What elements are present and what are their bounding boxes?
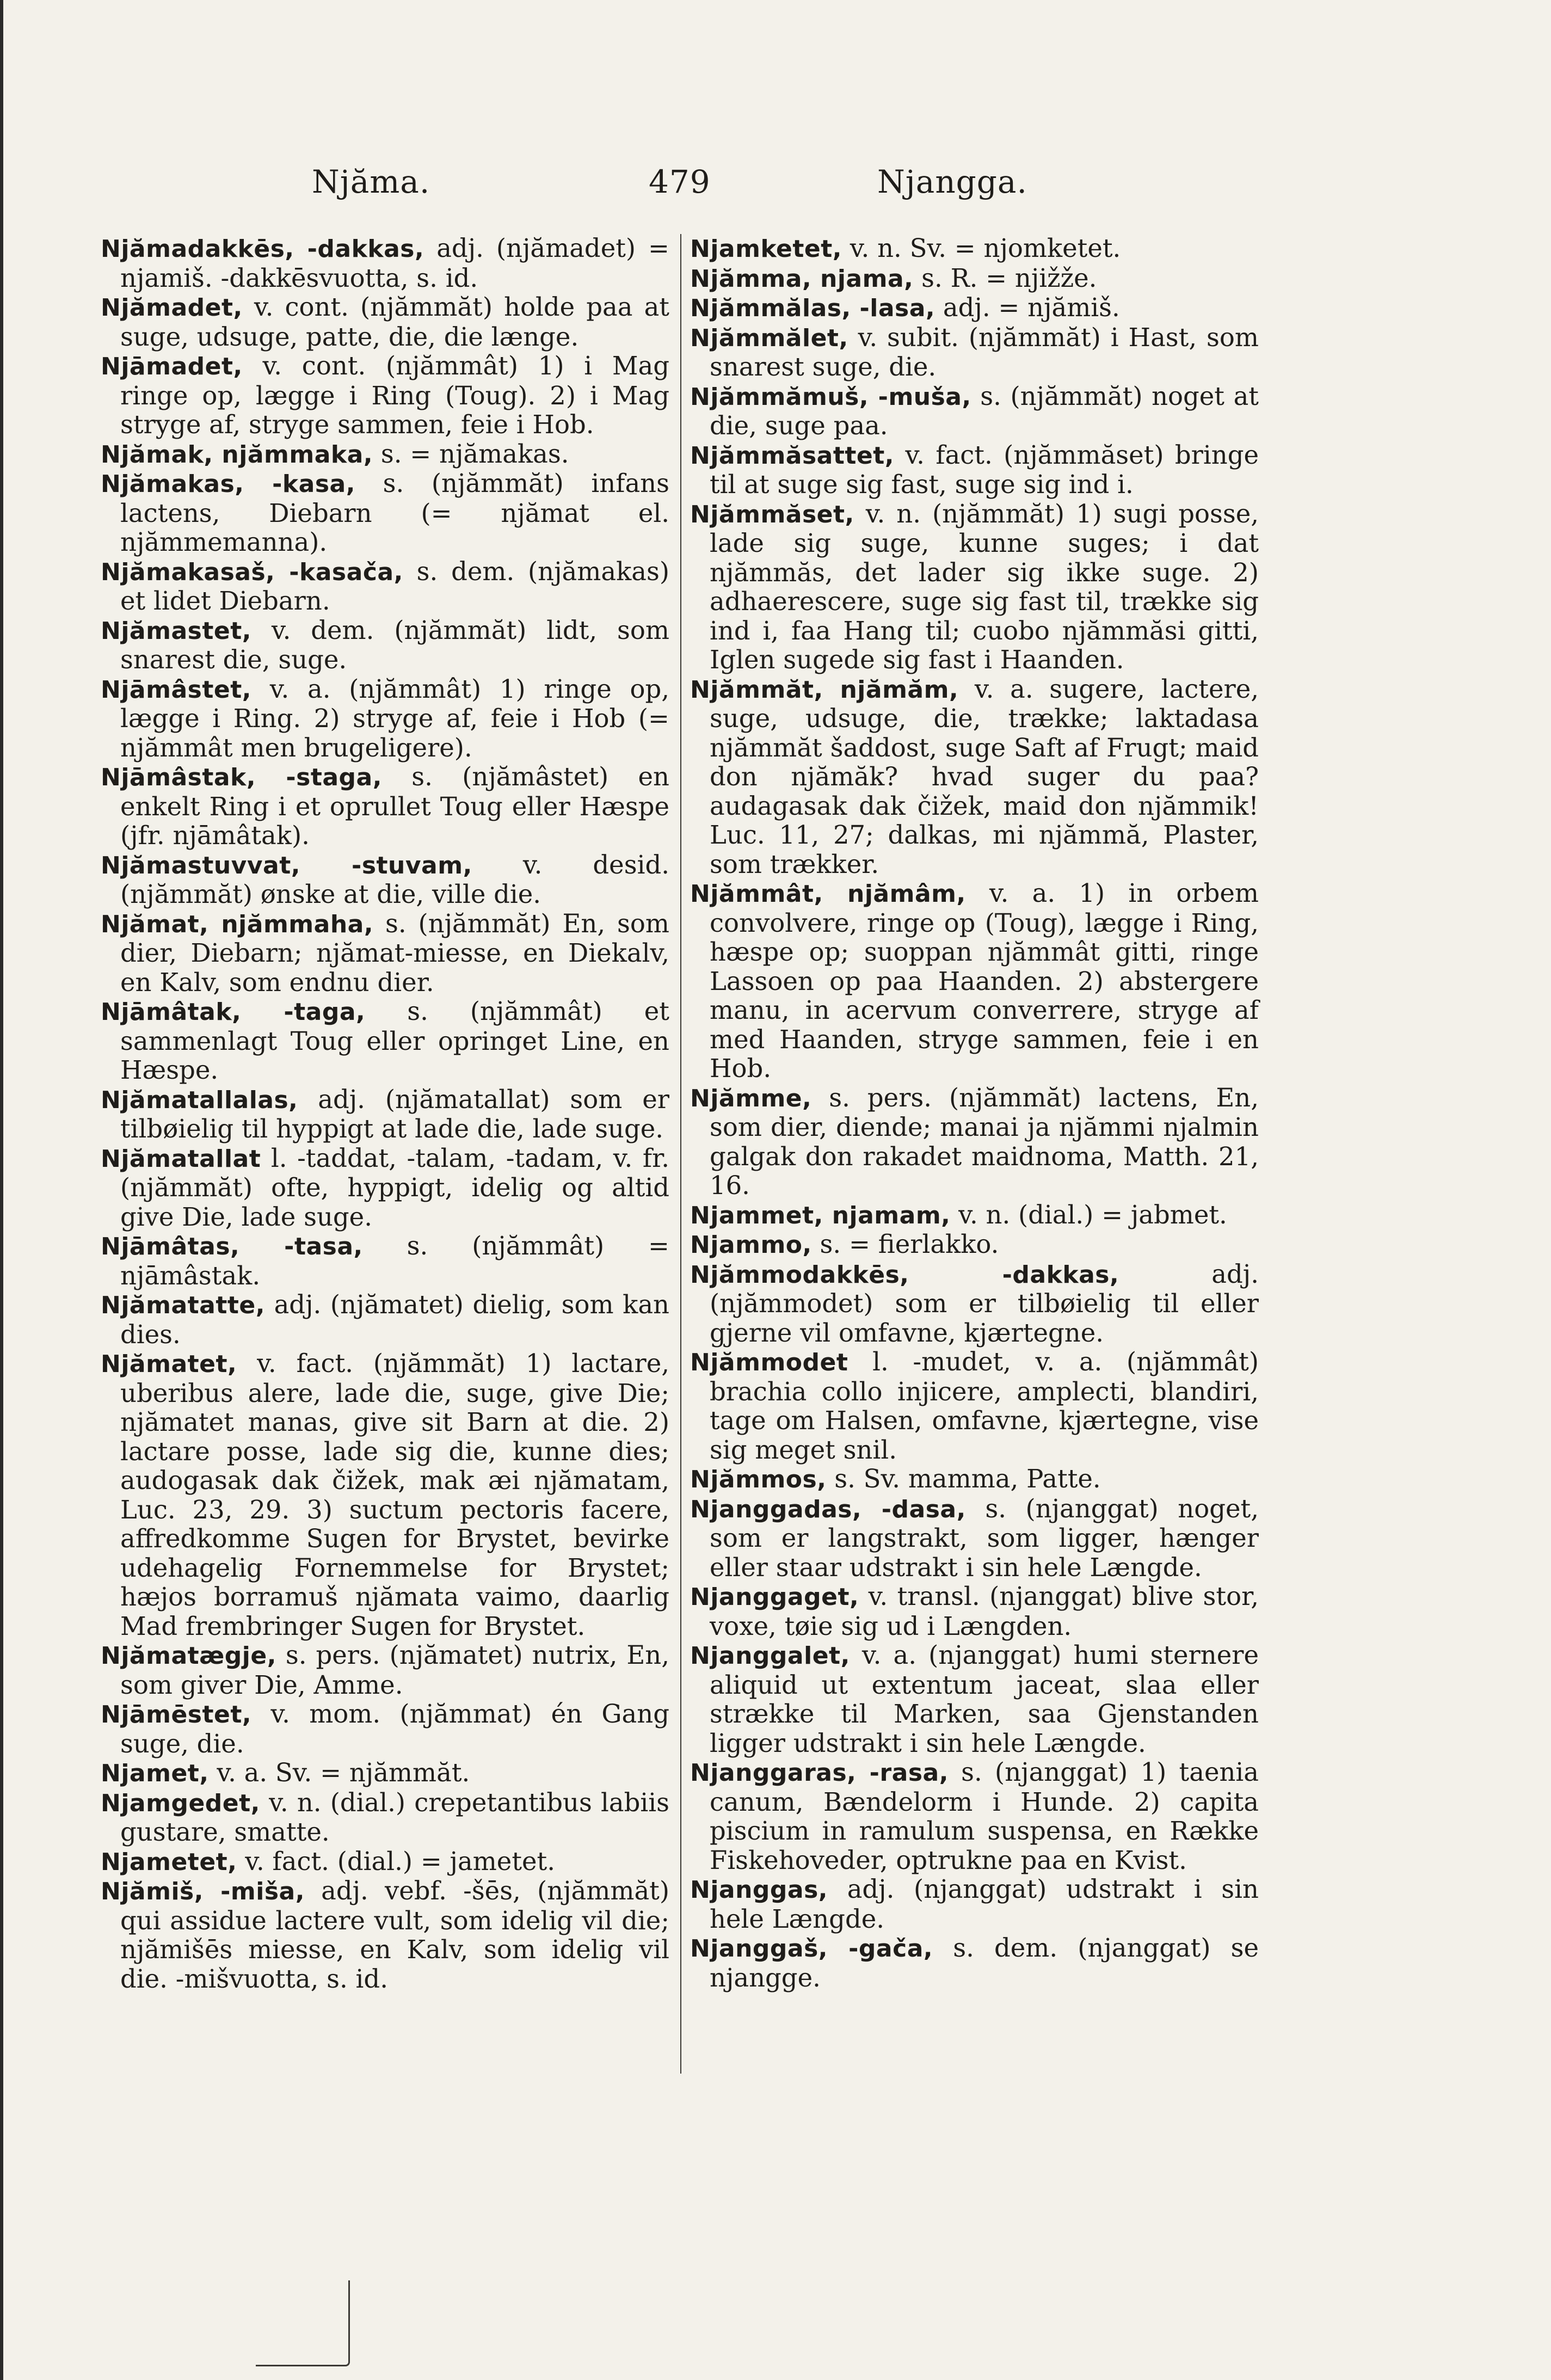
entry-headword: Njāmâstak, -staga, [101,764,382,791]
dictionary-entry [690,1641,1259,1758]
entry-definition: v. n. (dial.) = jabmet. [950,1200,1227,1229]
entry-headword: Njămmăset, [690,500,854,528]
entry-headword: Njămatet, [101,1350,237,1378]
dictionary-entry [101,851,669,909]
dictionary-entry [690,1348,1259,1465]
entry-headword: Njămatallalas, [101,1086,298,1114]
dictionary-entry [101,1290,669,1349]
entry-definition: l. -mudet, v. a. (njămmât) brachia collo injicere, amplecti, blandiri, tage om Halsen, omfavne, kjærtegne, vise sig meget snil. [710,1347,1259,1465]
dictionary-entry [101,293,669,352]
entry-headword: Njămatægje, [101,1642,276,1670]
entry-definition: s. (njămmât) = njāmâstak. [120,1231,670,1290]
entry-definition: adj. (njămmodet) som er tilbøielig til eller gjerne vil omfavne, kjærtegne. [710,1259,1259,1348]
entry-headword: Njammo, [690,1231,812,1259]
dictionary-entry [690,500,1259,675]
entry-definition: v. n. Sv. = njomketet. [842,233,1121,263]
page-number: 479 [649,163,711,200]
entry-definition: v. fact. (njămmăset) bringe til at suge sig fast, suge sig ind i. [710,440,1259,499]
dictionary-entry [690,234,1259,264]
dictionary-entry [690,1465,1259,1495]
dictionary-entry [101,1641,669,1700]
dictionary-entry [101,1758,669,1788]
entry-definition: adj. = njămiš. [935,293,1120,322]
dictionary-entry [101,1232,669,1290]
dictionary-entry [101,1877,669,1994]
dictionary-entry [690,1934,1259,1992]
page-corner-mark [256,2280,350,2366]
entry-definition: s. pers. (njămatet) nutrix, En, som giver Die, Amme. [120,1640,669,1700]
dictionary-entry [101,1085,669,1144]
dictionary-entry [101,1788,669,1847]
entry-definition: v. a. (njanggat) humi sternere aliquid ut extentum jaceat, slaa eller strække til Marken, saa Gjenstanden ligger udstrakt i sin hele Længde. [710,1640,1259,1758]
dictionary-entry [101,675,669,763]
dictionary-entry [690,323,1259,382]
entry-definition: v. a. (njămmât) 1) ringe op, lægge i Ring. 2) stryge af, feie i Hob (= njămmât men brugeligere). [120,674,669,762]
entry-headword: Njāmâtas, -tasa, [101,1233,363,1260]
dictionary-entry [690,1084,1259,1201]
entry-headword: Njămma, njama, [690,265,914,293]
entry-definition: s. (njămmăt) En, som dier, Diebarn; njămat-miesse, en Diekalv, en Kalv, som endnu dier. [120,908,669,997]
dictionary-entry [101,1847,669,1877]
entry-definition: s. Sv. mamma, Patte. [826,1464,1101,1493]
right-column [690,234,1259,1992]
dictionary-entry [690,264,1259,294]
entry-definition: adj. vebf. -šēs, (njămmăt) qui assidue lactere vult, som idelig vil die; njămišēs miesse, en Kalv, som idelig vil die. -mišvuotta, s. id. [120,1876,669,1994]
entry-definition: v. fact. (njămmăt) 1) lactare, uberibus alere, lade die, suge, give Die; njămatet manas, give sit Barn at die. 2) lactare posse, lade sig die, kunne dies; audogasak dak čižek, mak æi njămatam, Luc. 23, 29. 3) suctum pectoris facere, affredkomme Sugen for Brystet, bevirke udehagelig Fornemmelse for Brystet; hæjos borramuš njămata vaimo, daarlig Mad frembringer Sugen for Brystet. [120,1349,669,1641]
header-left-guideword: Njăma. [312,163,430,200]
entry-definition: v. transl. (njanggat) blive stor, voxe, tøie sig ud i Længden. [710,1582,1259,1641]
entry-definition: s. (njanggat) noget, som er langstrakt, som ligger, hænger eller staar udstrakt i sin hele Længde. [710,1493,1259,1582]
entry-definition: s. (njămmăt) infans lactens, Diebarn (= njămat el. njămmemanna). [120,469,669,557]
entry-headword: Njămat, njămmaha, [101,910,374,938]
entry-definition: v. dem. (njămmăt) lidt, som snarest die, suge. [120,615,669,674]
entry-headword: Njămiš, -miša, [101,1878,305,1905]
column-divider [680,234,681,2074]
dictionary-entry [101,469,669,557]
entry-headword: Njămmăt, njămăm, [690,675,959,704]
dictionary-entry [690,879,1259,1084]
dictionary-entry [101,1144,669,1232]
entry-headword: Njămatallat [101,1145,261,1173]
entry-headword: Njămmât, njămâm, [690,880,966,908]
dictionary-entry [101,234,669,293]
entry-headword: Njāmadet, [101,353,243,380]
entry-headword: Njămmodet [690,1349,848,1376]
entry-headword: Njanggadas, -dasa, [690,1495,966,1523]
entry-definition: s. = njămakas. [373,439,569,469]
entry-headword: Njămmălet, [690,324,848,352]
dictionary-entry [101,616,669,675]
entry-headword: Njanggalet, [690,1642,850,1670]
entry-headword: Njămakas, -kasa, [101,470,355,498]
entry-headword: Njămmălas, -lasa, [690,294,935,322]
entry-definition: v. a. sugere, lactere, suge, udsuge, die, trække; laktadasa njămmăt šaddost, suge Saft af Frugt; maid don njămăk? hvad suger du paa? audagasak dak čižek, maid don njămmik! Luc. 11, 27; dalkas, mi njămmă, Plaster, som trækker. [710,674,1259,879]
entry-headword: Njămmămuš, -muša, [690,383,971,411]
entry-definition: v. cont. (njămmăt) holde paa at suge, udsuge, patte, die, die længe. [120,292,669,352]
entry-definition: v. a. Sv. = njămmăt. [208,1758,470,1787]
dictionary-entry [690,1582,1259,1641]
entry-headword: Njāmâstet, [101,675,251,704]
entry-headword: Njămadakkēs, -dakkas, [101,235,424,263]
header-right-guideword: Njangga. [877,163,1027,200]
dictionary-entry [101,762,669,851]
dictionary-entry [690,1495,1259,1583]
dictionary-entry [690,675,1259,880]
entry-headword: Njamet, [101,1760,209,1787]
entry-headword: Njāmâtak, -taga, [101,998,366,1026]
entry-definition: adj. (njămadet) = njamiš. -dakkēsvuotta, s. id. [120,233,669,293]
dictionary-entry [101,997,669,1085]
running-header [0,163,1551,207]
entry-definition: s. (njămmât) et sammenlagt Toug eller opringet Line, en Hæspe. [120,997,669,1085]
entry-headword: Njanggaš, -gača, [690,1935,933,1963]
entry-definition: v. n. (njămmăt) 1) sugi posse, lade sig suge, kunne suges; i dat njămmăs, det lader sig ikke suge. 2) adhaerescere, suge sig fast til, trække sig ind i, faa Hang til; cuobo njămmăsi gitti, Iglen sugede sig fast i Haanden. [710,499,1259,674]
entry-definition: s. (njămâstet) en enkelt Ring i et oprullet Toug eller Hæspe (jfr. njāmâtak). [120,762,669,850]
left-column [101,234,669,1994]
entry-headword: Njămme, [690,1084,812,1112]
dictionary-entry [101,557,669,616]
page-binding-edge [0,0,3,2380]
entry-headword: Njametet, [101,1848,237,1876]
entry-headword: Njanggaget, [690,1583,859,1611]
entry-headword: Njāmēstet, [101,1701,252,1729]
entry-headword: Njămatatte, [101,1292,265,1319]
dictionary-entry [101,352,669,440]
entry-definition: s. (njămmăt) noget at die, suge paa. [710,381,1259,440]
entry-definition: l. -taddat, -talam, -tadam, v. fr. (njămmăt) ofte, hyppigt, idelig og altid give Die, lade suge. [120,1143,669,1232]
entry-headword: Njamgedet, [101,1789,260,1817]
entry-headword: Njamketet, [690,235,842,263]
dictionary-entry [690,1875,1259,1934]
entry-definition: v. fact. (dial.) = jametet. [237,1846,555,1876]
entry-headword: Njămak, njămmaka, [101,440,373,469]
entry-headword: Njămastet, [101,617,251,645]
entry-definition: v. cont. (njămmât) 1) i Mag ringe op, lægge i Ring (Toug). 2) i Mag stryge af, stryge sammen, feie i Hob. [120,351,669,439]
entry-headword: Njămmăsattet, [690,441,895,470]
entry-headword: Njanggaras, -rasa, [690,1759,949,1787]
entry-headword: Njămakasaš, -kasača, [101,558,403,586]
dictionary-entry [690,293,1259,323]
dictionary-entry [690,382,1259,441]
dictionary-entry [690,1230,1259,1260]
entry-definition: s. = fierlakko. [811,1229,999,1259]
dictionary-entry [690,1260,1259,1348]
entry-definition: s. R. = njižže. [913,263,1097,293]
entry-definition: v. desid. (njămmăt) ønske at die, ville die. [120,850,669,909]
dictionary-entry [101,1349,669,1641]
entry-definition: adj. (njămatallat) som er tilbøielig til hyppigt at lade die, lade suge. [120,1084,669,1143]
entry-definition: adj. (njanggat) udstrakt i sin hele Længde. [710,1874,1259,1934]
entry-definition: v. n. (dial.) crepetantibus labiis gustare, smatte. [120,1787,669,1847]
entry-headword: Njămmodakkēs, -dakkas, [690,1260,1119,1289]
entry-headword: Njammet, njamam, [690,1201,951,1229]
entry-definition: v. subit. (njămmăt) i Hast, som snarest suge, die. [710,322,1259,382]
entry-definition: v. mom. (njămmat) én Gang suge, die. [120,1699,669,1758]
dictionary-entry [101,909,669,998]
entry-definition: v. a. 1) in orbem convolvere, ringe op (Toug), lægge i Ring, hæspe op; suoppan njămmât gitti, ringe Lassoen op paa Haanden. 2) abstergere manu, in acervum converrere, stryge af med Haanden, stryge sammen, feie i en Hob. [710,878,1259,1083]
entry-headword: Njămadet, [101,294,243,322]
entry-headword: Njămmos, [690,1466,827,1493]
dictionary-entry [690,441,1259,500]
entry-definition: s. dem. (njămakas) et lidet Diebarn. [120,556,669,616]
dictionary-entry [101,1700,669,1758]
entry-headword: Njanggas, [690,1876,828,1904]
entry-definition: s. pers. (njămmăt) lactens, En, som dier, diende; manai ja njămmi njalmin galgak don rakadet maidnoma, Matth. 21, 16. [710,1083,1259,1200]
dictionary-entry [101,440,669,470]
entry-definition: s. dem. (njanggat) se njangge. [710,1933,1259,1992]
entry-definition: adj. (njămatet) dielig, som kan dies. [120,1290,669,1349]
dictionary-entry [690,1201,1259,1231]
dictionary-entry [690,1758,1259,1875]
entry-definition: s. (njanggat) 1) taenia canum, Bændelorm i Hunde. 2) capita piscium in ramulum suspensa, en Række Fiskehoveder, optrukne paa en Kvist. [710,1757,1259,1875]
entry-headword: Njămastuvvat, -stuvam, [101,851,472,880]
